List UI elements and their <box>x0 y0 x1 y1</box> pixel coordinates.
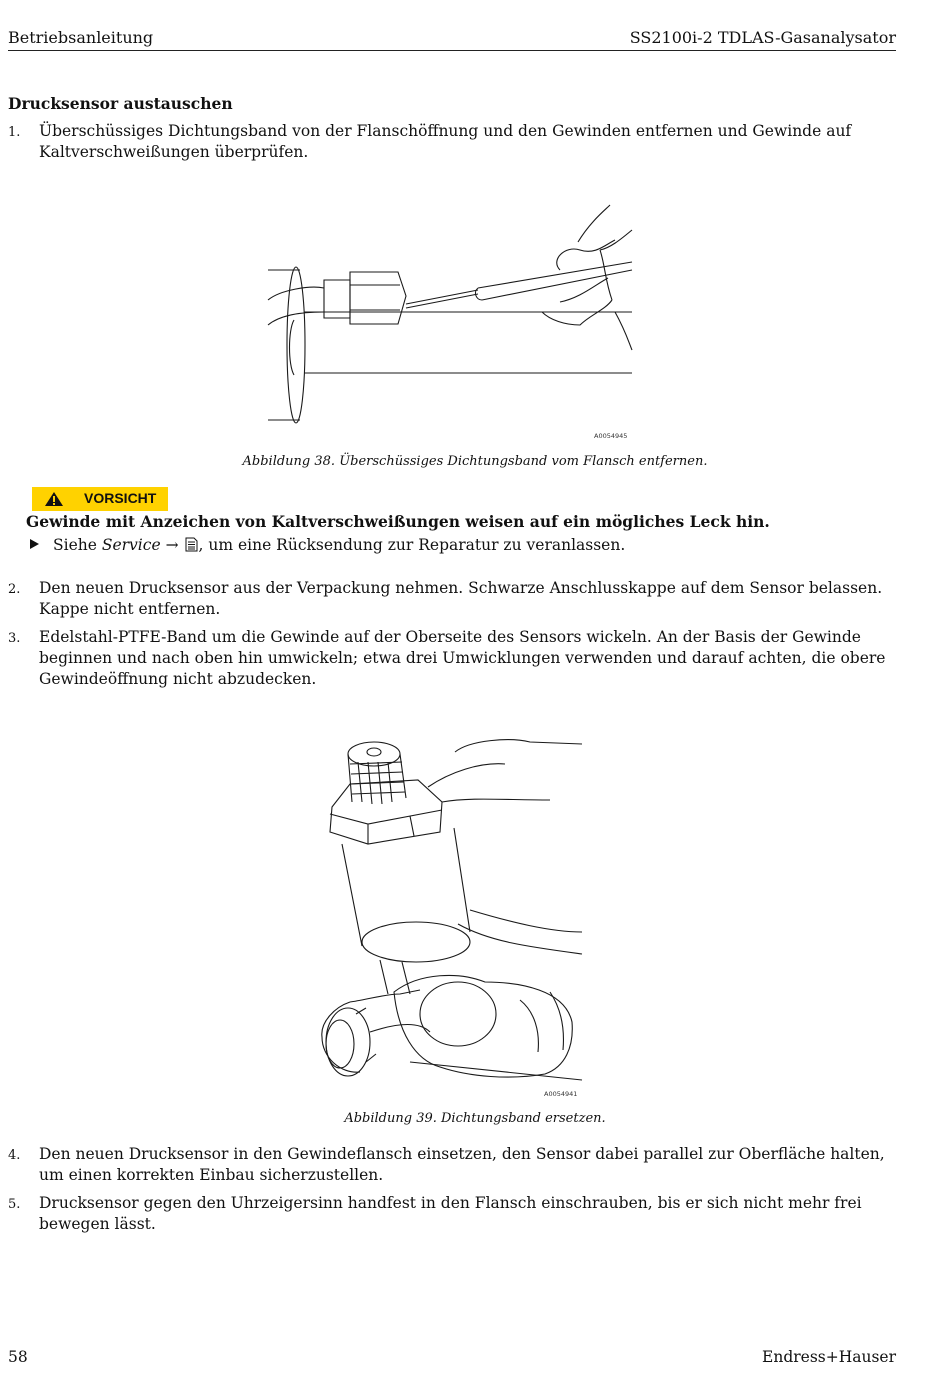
page-footer <box>8 1348 896 1366</box>
step-1 <box>8 121 898 163</box>
step-text: Edelstahl-PTFE-Band um die Gewinde auf der Oberseite des Sensors wickeln. An der Basis der Gewinde beginnen und nach oben hin umwickeln; etwa drei Umwicklungen verwenden und darauf achten, die obere Gewindeöffnung nicht abzudecken. <box>39 628 886 688</box>
step-5 <box>8 1193 898 1235</box>
warning-triangle-icon <box>44 491 64 507</box>
step-text: Den neuen Drucksensor in den Gewindeflansch einsetzen, den Sensor dabei parallel zur Oberfläche halten, um einen korrekten Einbau sicherzustellen. <box>39 1145 885 1184</box>
brand-name: Endress+Hauser <box>762 1348 896 1366</box>
caution-badge <box>32 487 168 511</box>
step-number: 3. <box>8 631 21 646</box>
step-number: 4. <box>8 1148 21 1163</box>
page-header <box>8 26 896 51</box>
step-2 <box>8 578 898 620</box>
service-link[interactable]: Service <box>101 536 161 554</box>
arrow-symbol: → <box>165 536 179 554</box>
step-text: Drucksensor gegen den Uhrzeigersinn handfest in den Flansch einschrauben, bis er sich nicht mehr frei bewegen lässt. <box>39 1194 862 1233</box>
step-number: 5. <box>8 1197 21 1212</box>
pressure-sensor-drawing <box>322 740 582 1080</box>
step-4 <box>8 1144 898 1186</box>
figure-39-illustration <box>310 732 590 1102</box>
step-number: 1. <box>8 125 21 140</box>
bullet-arrow-icon <box>30 539 39 549</box>
caution-action <box>30 536 625 554</box>
caution-action-suffix: , um eine Rücksendung zur Reparatur zu veranlassen. <box>198 536 626 554</box>
step-text: Den neuen Drucksensor aus der Verpackung nehmen. Schwarze Anschlusskappe auf dem Sensor belassen. Kappe nicht entfernen. <box>39 579 883 618</box>
header-doc-type: Betriebsanleitung <box>8 28 154 47</box>
page-number: 58 <box>8 1348 28 1366</box>
step-number: 2. <box>8 582 21 597</box>
step-text: Überschüssiges Dichtungsband von der Flanschöffnung und den Gewinden entfernen und Gewinde auf Kaltverschweißungen überprüfen. <box>39 122 852 161</box>
caution-title: Gewinde mit Anzeichen von Kaltverschweißungen weisen auf ein mögliches Leck hin. <box>26 512 770 531</box>
figure-38-illustration <box>260 200 640 445</box>
flange-pipe-drawing <box>268 205 632 423</box>
section-title: Drucksensor austauschen <box>8 94 233 113</box>
figure-id: A0054941 <box>544 1090 578 1098</box>
figure-39-caption: Abbildung 39. Dichtungsband ersetzen. <box>344 1111 606 1126</box>
header-product: SS2100i-2 TDLAS-Gasanalysator <box>629 28 896 47</box>
document-icon <box>185 537 198 552</box>
figure-38-caption: Abbildung 38. Überschüssiges Dichtungsband vom Flansch entfernen. <box>242 454 708 469</box>
caution-label: VORSICHT <box>84 490 157 506</box>
figure-id: A0054945 <box>594 432 628 440</box>
caution-action-prefix: Siehe <box>53 536 102 554</box>
step-3 <box>8 627 898 690</box>
